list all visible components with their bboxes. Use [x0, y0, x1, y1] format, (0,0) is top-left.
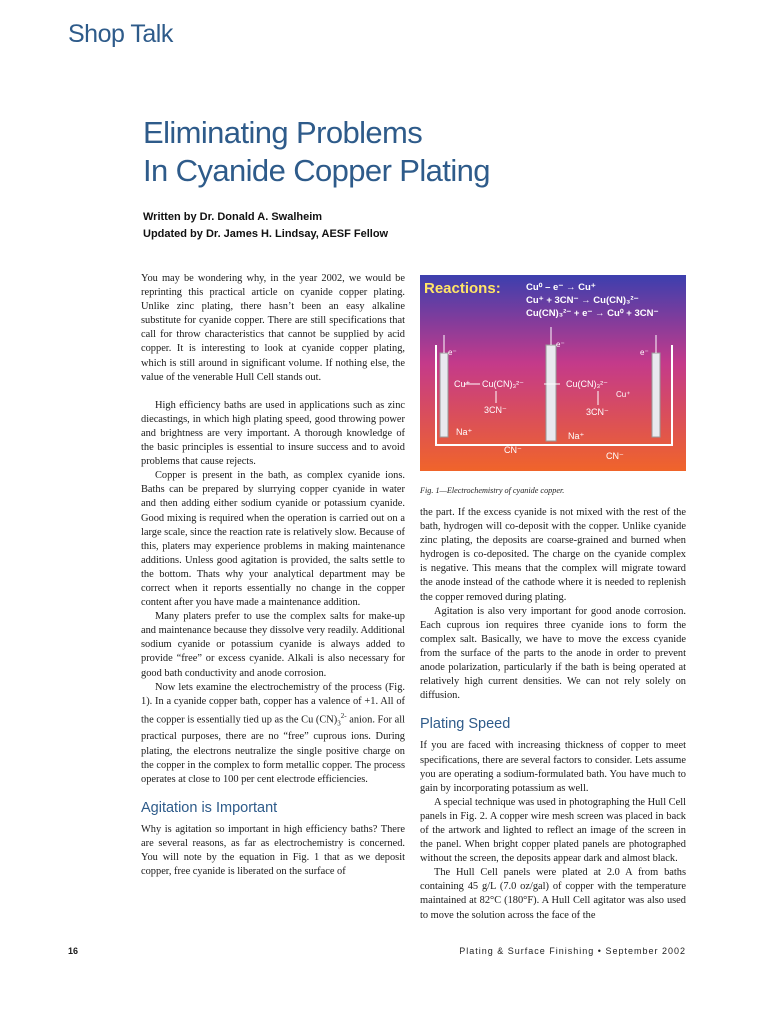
equation-2: Cu⁺ + 3CN⁻ → Cu(CN)₃²⁻ — [526, 295, 639, 306]
body-paragraph: If you are faced with increasing thickness of copper to meet specifications, there are several factors to consider. Lets assume you are operating a sodium-formulated bath. You have much to gain by incorporating potassium as well. — [420, 740, 686, 794]
label-electron-left: e⁻ — [448, 348, 457, 357]
body-paragraph: High efficiency baths are used in applications such as zinc diecastings, in which high plating speed, good throwing power and brightness are very important. A thorough knowledge of the basic principles is essential to insure success and to avoid problems that cause rejects. — [141, 399, 405, 468]
body-paragraph: Agitation is also very important for good anode corrosion. Each cuprous ion requires three cyanide ions to form the complex salt. Basically, we have to move the excess cyanide from the surface of the parts to the anode in order to prevent anode polarization, particularly if the bath is being operated at relatively high current densities. We can not rely solely on diffusion. — [420, 605, 686, 702]
label-cn-right: CN⁻ — [606, 451, 624, 461]
left-anode — [440, 353, 448, 437]
section-label: Shop Talk — [68, 20, 173, 48]
label-electron-right: e⁻ — [640, 348, 649, 357]
label-electron-center: e⁻ — [556, 340, 565, 349]
intro-paragraph: You may be wondering why, in the year 2002, we would be reprinting this practical article on cyanide copper plating. Unlike zinc plating, there hasn’t been an easy alkaline substitute for cyanide copper. There are still specifications that call for throw characteristics that cannot be supplied by acid copper. It is interesting to look at cyanide copper plating, which is still around in significant volume. If nothing else, the value of the venerable Hull Cell stands out. — [141, 273, 405, 383]
body-paragraph: The Hull Cell panels were plated at 2.0 A from baths containing 45 g/L (7.0 oz/gal) of copper with the temperature maintained at 82°C (180°F). A Hull Cell agitator was also used to move the solution across the face of the — [420, 867, 686, 921]
equation-3: Cu(CN)₃²⁻ + e⁻ → Cu⁰ + 3CN⁻ — [526, 308, 659, 319]
subheading-agitation: Agitation is Important — [141, 799, 278, 816]
label-complex-right: Cu(CN)₃²⁻ — [566, 379, 608, 389]
body-paragraph: Why is agitation so important in high efficiency baths? There are several reasons, as far as electrochemistry is concerned. You will note by the equation in Fig. 1 that as we deposit copper, free cyanide is liberated on the surface of — [141, 823, 405, 878]
body-paragraph: Now lets examine the electrochemistry of the process (Fig. 1). In a cyanide copper bath, copper has a valence of +1. All of the copper is essentially tied up as the Cu $(CN)_3^{2-}$ anion. For all practical purposes, there are no “free” cuprous ions. During plating, the electrons neutralize the single positive charge on the copper in the complex to form metallic copper. The process operates at close to 100 per cent electrode efficiencies. — [141, 681, 406, 785]
page-number: 16 — [68, 946, 79, 956]
title-line-2: In Cyanide Copper Plating — [143, 153, 490, 188]
article-title — [143, 114, 490, 190]
label-na-left: Na⁺ — [456, 427, 473, 437]
center-cathode — [546, 345, 556, 441]
label-cu-ion-right: Cu⁺ — [616, 390, 631, 399]
body-paragraph: Many platers prefer to use the complex salts for make-up and maintenance because they dissolve very readily. Additional sodium cyanide or potassium cyanide is always added to provide “free” or excess cyanide. Alkali is also necessary for good bath conductivity and anode corrosion. — [141, 611, 405, 679]
label-complex-left: Cu(CN)₃²⁻ — [482, 379, 524, 389]
byline-updater: Updated by Dr. James H. Lindsay, AESF Fellow — [143, 228, 389, 240]
label-cu-ion: Cu⁺ — [454, 379, 471, 389]
figure-caption: Fig. 1—Electrochemistry of cyanide copper. — [420, 486, 565, 495]
magazine-footer: Plating & Surface Finishing • September 2002 — [459, 946, 686, 956]
body-paragraph: A special technique was used in photographing the Hull Cell panels in Fig. 2. A copper wire mesh screen was placed in back of the artwork and lighted to reflect an image of the screen in the panel. When bright copper plated panels are photographed without the screen, the deposits appear dark and almost black. — [420, 796, 686, 865]
left-column — [141, 272, 405, 879]
subheading-plating-speed: Plating Speed — [420, 716, 511, 733]
right-anode — [652, 353, 660, 437]
title-line-1: Eliminating Problems — [143, 115, 423, 150]
figure-electrochemistry-diagram — [420, 275, 686, 471]
right-column — [420, 506, 686, 923]
body-paragraph: Copper is present in the bath, as complex cyanide ions. Baths can be prepared by slurrying copper cyanide in water and then adding either sodium cyanide or potassium cyanide. Good mixing is required when the operation is carried out on a large scale, since the reaction rate is relatively slow. Because of this, platers may experience problems in making maintenance additions. Unless good agitation is provided, the salts settle to the bottom. Thats why your analytical department may be correct when it reports essentially no change in the copper content after you have made a maintenance addition. — [141, 470, 405, 609]
label-3cn-left: 3CN⁻ — [484, 405, 507, 415]
equation-1: Cu⁰ – e⁻ → Cu⁺ — [526, 282, 596, 293]
byline — [143, 209, 388, 243]
reactions-heading: Reactions: — [424, 280, 501, 297]
label-cn-left: CN⁻ — [504, 445, 522, 455]
byline-author: Written by Dr. Donald A. Swalheim — [143, 211, 323, 223]
label-3cn-right: 3CN⁻ — [586, 407, 609, 417]
body-paragraph: the part. If the excess cyanide is not mixed with the rest of the bath, hydrogen will co-deposit with the copper. Unlike cyanide zinc plating, the deposits are coarse-grained and burned when hydrogen is co-deposited. The charge on the cyanide complex is negative. This means that the complex will migrate toward the anode instead of the cathode where it is needed to replenish the copper removed during plating. — [420, 507, 686, 603]
label-na-right: Na⁺ — [568, 431, 585, 441]
